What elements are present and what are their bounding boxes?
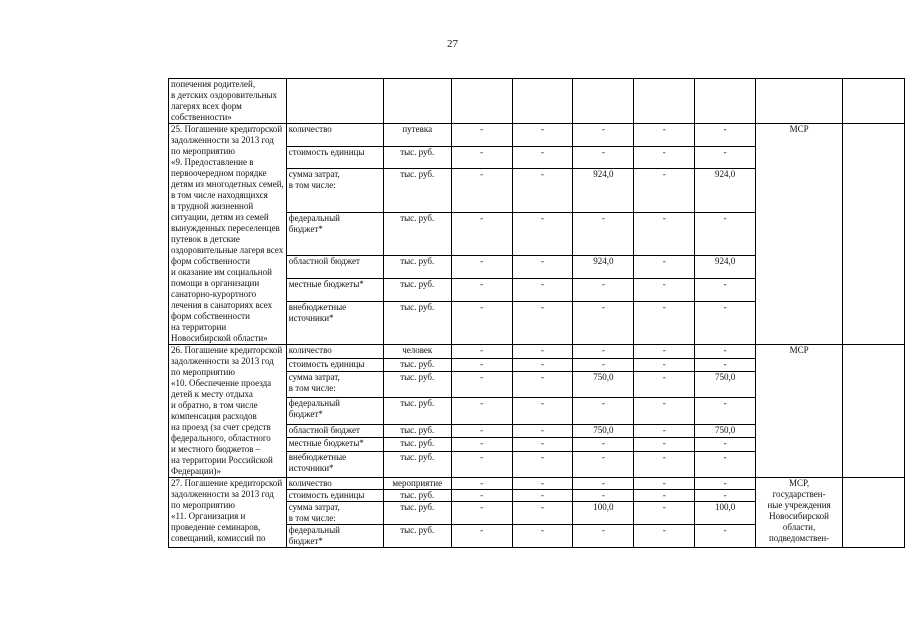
value-cell: 924,0 xyxy=(695,256,756,279)
value-cell: - xyxy=(573,345,634,359)
executor-line: ные учреждения xyxy=(767,500,831,510)
section-description-cell xyxy=(169,478,287,548)
indicator-label-cell xyxy=(286,490,383,502)
empty-cell xyxy=(756,79,843,124)
description-line: в том числе находящихся xyxy=(171,190,268,200)
empty-cell xyxy=(634,79,695,124)
value-cell: - xyxy=(451,301,512,345)
executor-line: государствен- xyxy=(772,489,826,499)
indicator-label-cell xyxy=(286,502,383,525)
description-line: лечения в санаториях всех xyxy=(171,300,273,310)
description-line: совещаний, комиссий по xyxy=(171,533,266,543)
unit-cell: тыс. руб. xyxy=(383,169,451,212)
indicator-label: в том числе: xyxy=(288,180,336,191)
indicator-label: федеральный xyxy=(288,525,340,535)
indicator-label: стоимость единицы xyxy=(288,490,365,500)
value-cell: - xyxy=(573,451,634,477)
note-cell xyxy=(843,124,905,345)
executor-cell xyxy=(756,124,843,345)
value-cell: - xyxy=(634,525,695,548)
value-cell: - xyxy=(573,490,634,502)
indicator-label-cell xyxy=(286,301,383,345)
value-cell: - xyxy=(634,424,695,438)
empty-cell xyxy=(286,79,383,124)
value-cell: - xyxy=(634,256,695,279)
unit-cell: тыс. руб. xyxy=(383,424,451,438)
description-line: проведение семинаров, xyxy=(171,522,261,532)
value-cell: 750,0 xyxy=(695,372,756,398)
value-cell: - xyxy=(634,169,695,212)
indicator-label-cell xyxy=(286,424,383,438)
description-line: детям из многодетных семей, xyxy=(171,179,284,189)
empty-cell xyxy=(383,79,451,124)
value-cell: - xyxy=(512,256,573,279)
description-line: «11. Организация и xyxy=(171,511,246,521)
indicator-label: федеральный xyxy=(288,212,340,223)
description-line: «10. Обеспечение проезда xyxy=(171,378,272,388)
indicator-label-cell xyxy=(286,478,383,490)
page-number: 27 xyxy=(447,38,458,50)
indicator-label: бюджет* xyxy=(288,536,323,546)
indicator-label-cell xyxy=(286,451,383,477)
value-cell: - xyxy=(695,212,756,255)
value-cell: - xyxy=(451,451,512,477)
unit-cell: тыс. руб. xyxy=(383,212,451,255)
value-cell: - xyxy=(512,146,573,169)
indicator-label: сумма затрат, xyxy=(288,502,340,512)
value-cell: - xyxy=(512,478,573,490)
value-cell: - xyxy=(451,372,512,398)
description-line: санаторно-курортного xyxy=(171,289,257,299)
indicator-label: внебюджетные xyxy=(288,301,347,312)
value-cell: - xyxy=(451,478,512,490)
indicator-label: бюджет* xyxy=(288,409,323,420)
unit-cell: тыс. руб. xyxy=(383,438,451,452)
value-cell: 924,0 xyxy=(695,169,756,212)
indicator-label: местные бюджеты* xyxy=(288,278,364,289)
value-cell: - xyxy=(695,146,756,169)
indicator-label-cell xyxy=(286,212,383,255)
value-cell: - xyxy=(634,212,695,255)
description-line: собственности» xyxy=(171,112,232,122)
note-cell xyxy=(843,345,905,478)
description-line: на территории xyxy=(171,322,227,332)
value-cell: - xyxy=(573,212,634,255)
description-line: форм собственности xyxy=(171,256,250,266)
executor-line: области, xyxy=(782,522,816,532)
unit-cell: тыс. руб. xyxy=(383,146,451,169)
indicator-label: источники* xyxy=(288,312,334,323)
description-line: по мероприятию xyxy=(171,367,236,377)
value-cell: - xyxy=(512,490,573,502)
value-cell: - xyxy=(573,398,634,424)
description-line: задолженности за 2013 год xyxy=(171,356,274,366)
indicator-label-cell xyxy=(286,169,383,212)
value-cell: - xyxy=(573,525,634,548)
value-cell: - xyxy=(512,398,573,424)
description-line: попечения родителей, xyxy=(171,79,256,89)
table-body xyxy=(169,79,905,548)
value-cell: 100,0 xyxy=(695,502,756,525)
value-cell: - xyxy=(512,278,573,301)
value-cell: - xyxy=(451,502,512,525)
value-cell: - xyxy=(512,358,573,372)
indicator-label: стоимость единицы xyxy=(288,146,365,157)
indicator-label: внебюджетные xyxy=(288,451,347,462)
value-cell: - xyxy=(451,398,512,424)
description-line: и оказание им социальной xyxy=(171,267,272,277)
unit-cell: тыс. руб. xyxy=(383,398,451,424)
description-line: 26. Погашение кредиторской xyxy=(171,345,283,355)
unit-cell: путевка xyxy=(383,124,451,147)
description-line: в детских оздоровительных xyxy=(171,90,277,100)
indicator-label: количество xyxy=(288,345,332,355)
description-line: компенсация расходов xyxy=(171,411,257,421)
indicator-label: количество xyxy=(288,478,332,488)
value-cell: - xyxy=(634,146,695,169)
indicator-label: источники* xyxy=(288,462,334,473)
value-cell: 100,0 xyxy=(573,502,634,525)
value-cell: - xyxy=(634,451,695,477)
executor-line: подведомствен- xyxy=(768,533,830,543)
value-cell: - xyxy=(695,490,756,502)
table-row xyxy=(169,79,905,124)
value-cell: - xyxy=(512,372,573,398)
executor-line: МСР, xyxy=(789,478,810,488)
value-cell: - xyxy=(451,256,512,279)
empty-cell xyxy=(695,79,756,124)
value-cell: - xyxy=(634,345,695,359)
value-cell: - xyxy=(451,169,512,212)
value-cell: - xyxy=(512,451,573,477)
value-cell: 924,0 xyxy=(573,169,634,212)
unit-cell: тыс. руб. xyxy=(383,502,451,525)
intro-description-cell xyxy=(169,79,287,124)
description-line: 27. Погашение кредиторской xyxy=(171,478,283,488)
description-line: ситуации, детям из семей xyxy=(171,212,269,222)
description-line: по мероприятию xyxy=(171,500,236,510)
value-cell: - xyxy=(695,398,756,424)
table-row xyxy=(169,478,905,490)
value-cell: - xyxy=(573,478,634,490)
description-line: Новосибирской области» xyxy=(171,333,268,343)
unit-cell: тыс. руб. xyxy=(383,301,451,345)
description-line: вынужденных переселенцев xyxy=(171,223,280,233)
indicator-label-cell xyxy=(286,345,383,359)
value-cell: - xyxy=(451,278,512,301)
value-cell: - xyxy=(695,438,756,452)
value-cell: - xyxy=(695,358,756,372)
description-line: Федерации)» xyxy=(171,466,222,476)
value-cell: - xyxy=(451,525,512,548)
description-line: в трудной жизненной xyxy=(171,201,254,211)
indicator-label: сумма затрат, xyxy=(288,169,340,180)
unit-cell: тыс. руб. xyxy=(383,358,451,372)
indicator-label: количество xyxy=(288,124,332,134)
value-cell: - xyxy=(634,301,695,345)
description-line: лагерях всех форм xyxy=(171,101,242,111)
indicator-label-cell xyxy=(286,124,383,147)
description-line: оздоровительные лагеря всех xyxy=(171,245,284,255)
table-row xyxy=(169,345,905,359)
value-cell: - xyxy=(451,490,512,502)
description-line: детей к месту отдыха xyxy=(171,389,253,399)
value-cell: - xyxy=(573,278,634,301)
section-description-cell xyxy=(169,124,287,345)
value-cell: 750,0 xyxy=(573,424,634,438)
value-cell: - xyxy=(451,358,512,372)
value-cell: - xyxy=(451,146,512,169)
value-cell: - xyxy=(512,169,573,212)
description-line: по мероприятию xyxy=(171,146,236,156)
value-cell: - xyxy=(451,212,512,255)
executor-line: МСР xyxy=(789,124,809,134)
empty-cell xyxy=(843,79,905,124)
unit-cell: тыс. руб. xyxy=(383,490,451,502)
indicator-label-cell xyxy=(286,525,383,548)
value-cell: - xyxy=(512,212,573,255)
indicator-label-cell xyxy=(286,256,383,279)
budget-table xyxy=(168,78,905,548)
value-cell: - xyxy=(695,525,756,548)
empty-cell xyxy=(451,79,512,124)
section-description-cell xyxy=(169,345,287,478)
indicator-label-cell xyxy=(286,398,383,424)
value-cell: - xyxy=(512,502,573,525)
value-cell: - xyxy=(573,358,634,372)
indicator-label-cell xyxy=(286,372,383,398)
indicator-label: местные бюджеты* xyxy=(288,438,364,449)
value-cell: - xyxy=(634,358,695,372)
indicator-label: федеральный xyxy=(288,398,340,409)
value-cell: - xyxy=(634,398,695,424)
value-cell: - xyxy=(512,525,573,548)
value-cell: - xyxy=(634,124,695,147)
description-line: задолженности за 2013 год xyxy=(171,489,274,499)
value-cell: 924,0 xyxy=(573,256,634,279)
description-line: задолженности за 2013 год xyxy=(171,135,274,145)
value-cell: - xyxy=(695,301,756,345)
value-cell: - xyxy=(512,301,573,345)
unit-cell: тыс. руб. xyxy=(383,278,451,301)
value-cell: - xyxy=(451,424,512,438)
description-line: путевок в детские xyxy=(171,234,240,244)
value-cell: - xyxy=(451,345,512,359)
value-cell: - xyxy=(634,478,695,490)
value-cell: - xyxy=(634,438,695,452)
empty-cell xyxy=(573,79,634,124)
value-cell: - xyxy=(634,372,695,398)
indicator-label-cell xyxy=(286,438,383,452)
value-cell: - xyxy=(573,301,634,345)
indicator-label-cell xyxy=(286,146,383,169)
note-cell xyxy=(843,478,905,548)
description-line: на территории Российской xyxy=(171,455,273,465)
description-line: на проезд (за счет средств xyxy=(171,422,271,432)
indicator-label: областной бюджет xyxy=(288,256,360,267)
unit-cell: тыс. руб. xyxy=(383,256,451,279)
value-cell: - xyxy=(512,345,573,359)
unit-cell: мероприятие xyxy=(383,478,451,490)
unit-cell: человек xyxy=(383,345,451,359)
unit-cell: тыс. руб. xyxy=(383,525,451,548)
executor-line: Новосибирской xyxy=(769,511,829,521)
indicator-label: в том числе: xyxy=(288,383,336,394)
value-cell: - xyxy=(573,146,634,169)
value-cell: - xyxy=(634,502,695,525)
description-line: помощи в организации xyxy=(171,278,260,288)
indicator-label: стоимость единицы xyxy=(288,358,365,369)
executor-cell xyxy=(756,478,843,548)
value-cell: - xyxy=(573,124,634,147)
indicator-label: в том числе: xyxy=(288,513,336,523)
executor-line: МСР xyxy=(789,345,809,355)
description-line: и обратно, в том числе xyxy=(171,400,258,410)
unit-cell: тыс. руб. xyxy=(383,372,451,398)
indicator-label-cell xyxy=(286,278,383,301)
indicator-label: областной бюджет xyxy=(288,424,360,435)
description-line: и местного бюджетов – xyxy=(171,444,261,454)
description-line: форм собственности xyxy=(171,311,250,321)
description-line: 25. Погашение кредиторской xyxy=(171,124,283,134)
description-line: федерального, областного xyxy=(171,433,271,443)
value-cell: 750,0 xyxy=(573,372,634,398)
value-cell: - xyxy=(451,124,512,147)
value-cell: - xyxy=(695,124,756,147)
empty-cell xyxy=(512,79,573,124)
value-cell: - xyxy=(695,478,756,490)
value-cell: - xyxy=(512,124,573,147)
indicator-label-cell xyxy=(286,358,383,372)
indicator-label: сумма затрат, xyxy=(288,372,340,383)
table-row xyxy=(169,124,905,147)
description-line: «9. Предоставление в xyxy=(171,157,254,167)
unit-cell: тыс. руб. xyxy=(383,451,451,477)
executor-cell xyxy=(756,345,843,478)
value-cell: - xyxy=(634,490,695,502)
value-cell: - xyxy=(695,278,756,301)
value-cell: - xyxy=(634,278,695,301)
value-cell: - xyxy=(573,438,634,452)
description-line: первоочередном порядке xyxy=(171,168,267,178)
value-cell: - xyxy=(512,424,573,438)
value-cell: - xyxy=(512,438,573,452)
value-cell: - xyxy=(451,438,512,452)
value-cell: 750,0 xyxy=(695,424,756,438)
value-cell: - xyxy=(695,451,756,477)
value-cell: - xyxy=(695,345,756,359)
indicator-label: бюджет* xyxy=(288,223,323,234)
